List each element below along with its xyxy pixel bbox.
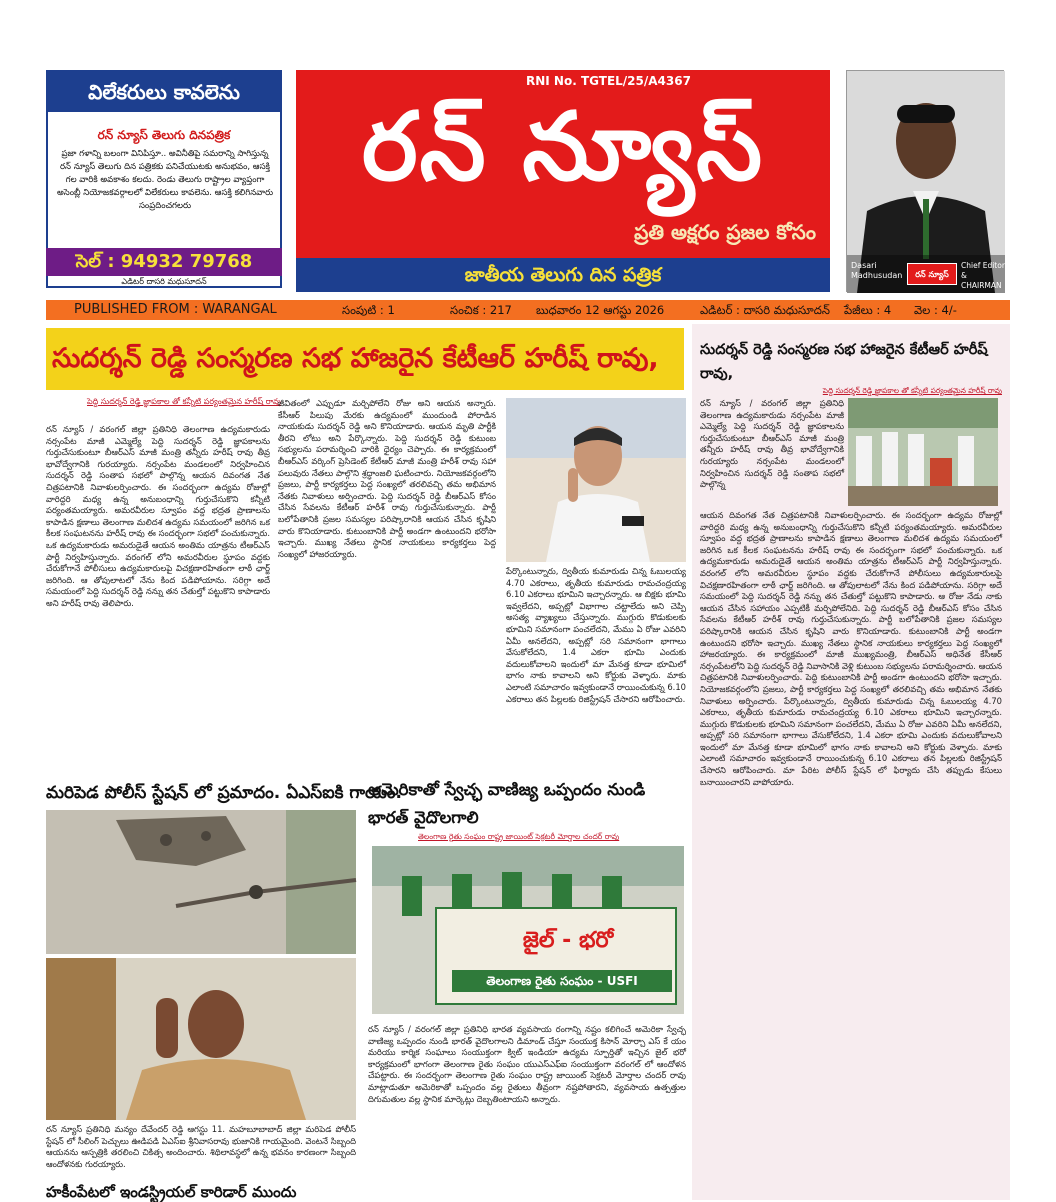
main-story-photo <box>506 398 686 562</box>
usa-story-text: రన్ న్యూస్ / వరంగల్ జిల్లా ప్రతినిధి భారత వ్యవసాయ రంగాన్ని నష్టం కలిగించే అమెరికా స్వేచ్ఛ వాణిజ్య ఒప్పందం నుండి భారత్ వైదొలగాలని డిమాండ్ చేస్తూ సంయుక్త కిసాన్ మోర్చా ఎస్ కే యం మరియు కార్మిక సంఘాలు సంయుక్తంగా క్విట్ ఇండియా ఉద్యమ స్ఫూర్తితో ఇచ్చిన జైల్ భరో కార్యక్రమంలో భాగంగా తెలంగాణ రైతు సంఘం యుఎస్ఎఫ్ఐ సంయుక్తంగా వరంగల్ లో ఆందోళన చేపట్టారు. ఈ సందర్భంగా తెలంగాణ రైతు సంఘం రాష్ట్ర జాయింట్ సెక్రటరీ మోర్తాల చందర్ రావు మాట్లాడుతూ అమెరికాతో ఒప్పందం వల్ల రైతులు తీవ్రంగా నష్టపోతారని, వ్యవసాయ ఉత్పత్తుల దిగుమతుల వల్ల స్థానిక మార్కెట్లు దెబ్బతింటాయని అన్నారు. <box>368 1024 686 1104</box>
right-headline: సుదర్శన్ రెడ్డి సంస్మరణ సభ హాజరైన కేటీఆర్ హరీష్ రావు, <box>700 342 988 382</box>
issue-date: బుధవారం 12 ఆగస్టు 2026 <box>536 303 665 317</box>
protest-banner-title: జైల్ - భరో <box>522 928 614 953</box>
main-headline: సుదర్శన్ రెడ్డి సంస్మరణ సభ హాజరైన కేటీఆర్ హరీష్ రావు, <box>46 328 684 390</box>
gathering-image <box>848 398 998 506</box>
police-ceiling-photo <box>46 810 356 954</box>
editor-portrait-image <box>847 71 1005 293</box>
right-story-intro: రన్ న్యూస్ / వరంగల్ జిల్లా ప్రతినిధి తెలంగాణ ఉద్యమకారుడు నర్సంపేట మాజీ ఎమ్మెల్యే పెద్ది సుదర్శన్ రెడ్డి జ్ఞాపకాలను గుర్తుచేసుకుంటూ బీఆర్ఎస్ మాజీ మంత్రి తన్నీరు హరీష్ రావు తీవ్ర భావోద్వేగానికి గురయ్యారు నర్సంపేట మండలంలో నిర్వహించిన సుదర్శన్ రెడ్డి సంతాప సభలో పాల్గొన్న <box>700 398 844 490</box>
usa-headline: అమెరికాతో స్వేచ్ఛ వాణిజ్య ఒప్పందం నుండి భారత్ వైదొలగాలి <box>368 780 646 827</box>
page-count: పేజీలు : 4 <box>844 303 892 317</box>
editor-role: Chief Editor & CHAIRMAN <box>961 261 1005 290</box>
rni-number: RNI No. TGTEL/25/A4367 <box>526 74 691 88</box>
paper-name: రన్ న్యూస్ <box>361 92 765 202</box>
right-story-photo <box>848 398 998 506</box>
police-story-text: రన్ న్యూస్ ప్రతినిధి మన్యం దేవేందర్ రెడ్డి ఆగస్టు 11. మహబూబాబాద్ జిల్లా మరిపెడ పోలీస్ స్టేషన్ లో సీలింగ్ పెచ్చులు ఊడిపడి ఏఎస్ఐ శ్రీనివాసరావు భుజానికి గాయమైంది. వెంటనే సిబ్బంది ఆయనను ఆస్పత్రికి తరలించి చికిత్స అందించారు. శిథిలావస్థలో ఉన్న భవనం కారణంగా సిబ్బంది ఆందోళనకు గురయ్యారు. <box>46 1124 356 1169</box>
ad-body: ప్రజా గళాన్ని బలంగా వినిపిస్తూ.. అవినీతిపై సమరాన్ని సాగిస్తున్న రన్ న్యూస్ తెలుగు దిన పత్రికకు పనిచేయుటకు అనుభవం, ఆసక్తి గల వారికి అవకాశం కలదు. రెండు తెలుగు రాష్ట్రాల వ్యాప్తంగా అసెంబ్లీ నియోజకవర్గాలలో విలేకరులు కావలెను. ఆసక్తి కలిగినవారు సంప్రదించగలరు <box>56 149 274 211</box>
volume: సంపుటి : 1 <box>342 303 395 317</box>
main-story-column-2: జీవితంలో ఎప్పుడూ మర్చిపోలేని రోజు అని ఆయన అన్నారు. కేసీఆర్ పిలుపు మేరకు ఉద్యమంలో ముందుండి పోరాడిన నాయకుడు సుదర్శన్ రెడ్డి అని కొనియాడారు. ఆయన మృతి పార్టీకి తీరని లోటు అని పేర్కొన్నారు. పెద్ది సుదర్శన్ రెడ్డి కుటుంబ సభ్యులను పరామర్శించి వారికి ధైర్యం చెప్పారు. ఈ కార్యక్రమంలో బీఆర్ఎస్ వర్కింగ్ ప్రెసిడెంట్ కేటీఆర్ మాజీ మంత్రి హరీశ్ రావు సహా పలువురు నేతలు పాల్గొని శ్రద్ధాంజలి ఘటించారు. నియోజకవర్గంలోని ప్రజలు, పార్టీ కార్యకర్తలు పెద్ద సంఖ్యలో తరలివచ్చి తమ అభిమాన నేతకు నివాళులు అర్పించారు. పెద్ది సుదర్శన్ రెడ్డి బీఆర్ఎస్ కోసం చేసిన సేవలను కేటీఆర్ హరీశ్ రావు గుర్తుచేసుకున్నారు. పార్టీ బలోపేతానికి ప్రజల సమస్యల పరిష్కారానికి ఆయన చేసిన కృషిని వారు కొనియాడారు. కుటుంబానికి పార్టీ అండగా ఉంటుందని భరోసా ఇచ్చారు. ముఖ్య నేతలు స్థానిక నాయకులు కార్యకర్తలు పెద్ద సంఖ్యలో హాజరయ్యారు. <box>278 398 496 559</box>
right-story-text: ఆయన దివంగత నేత చిత్రపటానికి నివాళులర్పించారు. ఈ సందర్భంగా ఉద్యమ రోజుల్లో వారిద్దరి మధ్య ఉన్న అనుబంధాన్ని గుర్తుచేసుకొని కన్నీటి పర్యంతమయ్యారు. అమరవీరుల స్వూపం వద్ద భద్రత ప్రాణాలను కాపాడిన క్షణాలు తెలంగాణ మలిదశ ఉద్యమ సమయంలో జరిగిన ఒక కీలక సంఘటనను హరీష్ రావు ఈ సందర్భంగా సభలో పంచుకున్నారు. ఒక ఉద్యమకారుడు అమరుడైతే ఆయన అంతిమ యాత్రను టీఆర్ఎస్ పార్టీ నిర్వహిస్తున్నారు. వరంగల్ లోని అమరవీరుల స్థూపం వద్దకు చేరుకోగానే పోలీసులు ఉద్యమకారులపై విచక్షణారహితంగా లాఠీ ఛార్జ్ జరిగింది. ఆ తోపులాటలో నేను కింద పడిపోయాను. సరిగ్గా అదే సమయంలో పెద్ది సుదర్శన్ రెడ్డి నన్ను తన చేతుల్తో పట్టుకొని కాపాడారు. ఆ రోజు నేడు నాకు ఆయన చేసిన సహాయం ఎప్పటికీ మర్చిపోలేనిది. పెద్ది సుదర్శన్ రెడ్డి బీఆర్ఎస్ కోసం చేసిన సేవలను కేటీఆర్ హరీశ్ రావు గుర్తుచేసుకున్నారు. పార్టీ బలోపేతానికి ప్రజల సమస్యల పరిష్కారానికి ఆయన చేసిన కృషిని వారు కొనియాడారు. కుటుంబానికి పార్టీ అండగా ఉంటుందని భరోసా ఇచ్చారు. ముఖ్య నేతలు స్థానిక నాయకులు కార్యకర్తలు పెద్ద సంఖ్యలో హాజరయ్యారు. ఈ కార్యక్రమంలో మాజీ ముఖ్యమంత్రి, బీఆర్ఎస్ అధినేత కేసీఆర్ నర్సంపేటలోని పెద్ది సుదర్శన్ రెడ్డి నివాసానికి వెళ్లి కుటుంబ సభ్యులను పరామర్శించారు. ఆయన చిత్రపటానికి నివాళులర్పించారు. పెద్ది కుటుంబానికి పార్టీ అండగా ఉంటుందని భరోసా ఇచ్చారు. నియోజకవర్గంలోని ప్రజలు, పార్టీ కార్యకర్తలు పెద్ద సంఖ్యలో తరలివచ్చి తమ అభిమాన నేతకు నివాళులు అర్పించారు. పేర్కొంటున్నారు, ద్వితీయ కుమారుడు చిన్న ఓబులయ్య 4.70 ఎకరాలు, తృతీయ కుమారుడు రామచంద్రయ్య 6.10 ఎకరాలు భూమిని ఇచ్చారన్నారు. ముగ్గురు కొడుకులకు భూమిని సమానంగా పంచలేదని, మేము ఏ రోజు ఎవరిని ఏమీ అనలేదని, అప్పట్లో సరి సమానంగా భాగాలు వేసుకోలేదని, 1.4 ఎకరా భూమి ఎందుకు వదులుకోవాలని ఇందులో మా మేనత్త కూడా భూమిలో భాగం నాకు కావాలని అని కోర్టుకు వెళ్ళారు. మాకు ఎలాంటి సమాచారం ఇవ్వకుండానే రాయించుకున్న 6.10 ఎకరాలు తన పిల్లలకు రిజిస్ట్రేషన్ చేసారని ఆరోపించారు. మా పేరిట పోలీస్ స్టేషన్ లో ఫిర్యాదు చేసి తప్పుడు కేసులు బనాయించారని వాపోయారు. <box>700 510 1002 787</box>
main-byline: పెద్ది సుదర్శన్ రెడ్డి జ్ఞాపకాల తో కన్నీటి పర్యంతమైన హరీష్ రావు <box>86 397 281 406</box>
published-from: PUBLISHED FROM : WARANGAL <box>74 302 277 317</box>
ceiling-damage-image <box>46 810 356 954</box>
ad-editor: ఎడిటర్ దాసరి మధుసూదన్ <box>121 277 207 286</box>
editor-badge: రన్ న్యూస్ <box>907 263 957 285</box>
main-story-column-3: పేర్కొంటున్నారు, ద్వితీయ కుమారుడు చిన్న ఓబులయ్య 4.70 ఎకరాలు, తృతీయ కుమారుడు రామచంద్రయ్య 6.10 ఎకరాలు భూమిని ఇచ్చారన్నారు. ఆ బిక్షకు భూమి ఇవ్వలేదని, అప్పట్లో విభాగాల చట్టాలేదు అని చెప్పి అసత్య వ్యాఖ్యలు చేస్తున్నారు. ముగ్గురు కొడుకులకు భూమిని సమానంగా పంచలేదని, మేము ఏ రోజు ఎవరిని ఏమీ అనలేదని, అప్పట్లో సరి సమానంగా భాగాలు వేసుకోలేదని, 1.4 ఎకరా భూమి ఎందుకు వదులుకోవాలని ఇందులో మా మేనత్త కూడా భూమిలో భాగం నాకు కావాలని అని కోర్టుకు వెళ్ళారు. మాకు ఎలాంటి సమాచారం ఇవ్వకుండానే రాయించుకున్న 6.10 ఎకరాలు తన పిల్లలకు రిజిస్ట్రేషన్ చేసారని ఆరోపించారు. <box>506 566 686 704</box>
paper-subtitle: జాతీయ తెలుగు దిన పత్రిక <box>296 258 830 292</box>
ad-phone: సెల్ : 94932 79768 <box>46 248 282 276</box>
issue-info-bar <box>46 300 1010 320</box>
police-headline: మరిపెడ పోలీస్ స్టేషన్ లో ప్రమాదం. ఏఎస్ఐకి గాయం. <box>46 783 402 803</box>
officer-image <box>46 958 356 1120</box>
ad-heading: విలేకరులు కావలెను <box>48 72 280 112</box>
next-story-headline: హకీంపేటలో ఇండస్ట్రియల్ కారిడార్ ముందు <box>46 1183 297 1201</box>
masthead-logo <box>296 70 830 292</box>
protest-photo <box>372 846 684 1014</box>
editor-name: Dasari Madhusudan <box>851 261 903 280</box>
editor-photo <box>846 70 1004 292</box>
editor-line: ఎడిటర్ : దాసరి మధుసూదన్ <box>700 303 830 317</box>
ad-paper-name: రన్ న్యూస్ తెలుగు దినపత్రిక <box>97 128 231 142</box>
right-column <box>692 324 1010 1200</box>
recruitment-ad <box>46 70 282 288</box>
usa-byline: తెలంగాణ రైతు సంఘం రాష్ట్ర జాయింట్ సెక్రటరీ మోర్తాల చందర్ రావు <box>418 832 620 841</box>
speaker-image <box>506 398 686 562</box>
issue-number: సంచిక : 217 <box>450 303 512 317</box>
price: వెల : 4/- <box>914 303 957 317</box>
protest-banner-org: తెలంగాణ రైతు సంఘం - USFI <box>452 970 672 992</box>
police-officer-photo <box>46 958 356 1120</box>
paper-tagline: ప్రతి అక్షరం ప్రజల కోసం <box>634 220 816 244</box>
right-byline: పెద్ది సుదర్శన్ రెడ్డి జ్ఞాపకాల తో కన్నీటి పర్యంతమైన హరీష్ రావు <box>822 386 1002 395</box>
main-story-column-1: రన్ న్యూస్ / వరంగల్ జిల్లా ప్రతినిధి తెలంగాణ ఉద్యమకారుడు నర్సంపేట మాజీ ఎమ్మెల్యే పెద్ది సుదర్శన్ రెడ్డి జ్ఞాపకాలను గుర్తుచేసుకుంటూ బీఆర్ఎస్ మాజీ మంత్రి తన్నీరు హరీష్ రావు తీవ్ర భావోద్వేగానికి గురయ్యారు. నర్సంపేట మండలంలో నిర్వహించిన సుదర్శన్ రెడ్డి సంతాప సభలో పాల్గొన్న ఆయన దివంగత నేత చిత్రపటానికి నివాళులర్పించారు. ఈ సందర్భంగా ఉద్యమ రోజుల్లో వారిద్దరి మధ్య ఉన్న అనుబంధాన్ని గుర్తుచేసుకొని కన్నీటి పర్యంతమయ్యారు. అమరవీరుల స్వూపం వద్ద భద్రత ప్రాణాలను కాపాడిన క్షణాలు తెలంగాణ మలిదశ ఉద్యమ సమయంలో జరిగిన ఒక కీలక సంఘటనను హరీష్ రావు ఈ సందర్భంగా సభలో పంచుకున్నారు. ఒక ఉద్యమకారుడు అమరుడైతే ఆయన అంతిమ యాత్రను టీఆర్ఎస్ పార్టీ నిర్వహిస్తున్నారు. వరంగల్ లోని అమరవీరుల స్థూపం వద్దకు చేరుకోగానే పోలీసులు ఉద్యమకారులపై విచక్షణారహితంగా లాఠీ ఛార్జ్ జరిగింది. ఆ తోపులాటలో నేను కింద పడిపోయాను. సరిగ్గా అదే సమయంలో పెద్ది సుదర్శన్ రెడ్డి నన్ను తన చేతుల్తో పట్టుకొని కాపాడారు అని హరీష్ రావు తెలిపారు. <box>46 424 270 608</box>
